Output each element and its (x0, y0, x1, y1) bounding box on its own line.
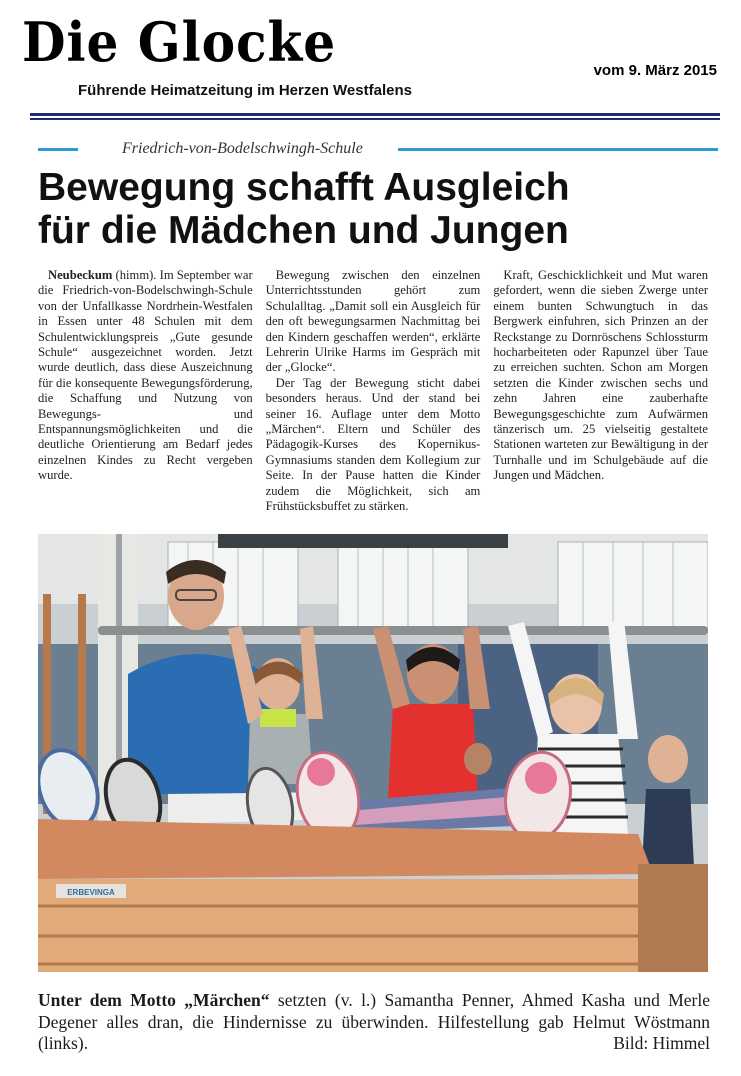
issue-date: vom 9. März 2015 (593, 62, 717, 79)
vaulting-box (38, 879, 638, 972)
kicker-line-left (38, 148, 78, 151)
headline (38, 166, 718, 252)
newspaper-tagline: Führende Heimatzeitung im Herzen Westfalens (78, 82, 412, 99)
article-column-1 (38, 268, 253, 516)
equipment-label: ERBEVINGA (67, 888, 115, 897)
paragraph-1: (himm). Im September war die Friedrich-von-Bodelschwingh-Schule von der Unfallkasse Nordrhein-Westfalen in Essen unter 48 Schulen mit dem Schulentwicklungspreis „Gute gesunde Schule“ ausgezeichnet worden. Jetzt wurde deutlich, dass diese Auszeichnung für die konsequente Bewegungsförderung, die Schaffung und Nutzung von Bewegungs- und Entspannungsmöglichkeiten und die deutliche Orientierung am Bedarf jedes einzelnen Kindes zu Recht vergeben wurde. (38, 268, 253, 483)
boy-shirt (388, 704, 478, 799)
photo-caption (38, 990, 710, 1055)
paragraph-2: Bewegung zwischen den einzelnen Unterrichtsstunden gehört zum Schulalltag. „Damit soll ein Ausgleich für den oft bewegungsarmen Nachmittag bei den Kindern geschaffen werden“, erklärte Lehrerin Ulrike Harms im Gespräch mit der „Glocke“. (265, 268, 481, 375)
article-photo (38, 534, 708, 972)
masthead-rule-thin (30, 118, 720, 120)
caption-lead: Unter dem Motto „Märchen“ (38, 990, 270, 1010)
headline-line-1: Bewegung schafft Ausgleich (38, 166, 570, 209)
photo-credit: Bild: Himmel (613, 1033, 710, 1053)
article-column-2 (266, 268, 481, 516)
dateline: Neubeckum (48, 268, 113, 282)
gym-scene-illustration (38, 534, 708, 972)
paragraph-4: Kraft, Geschicklichkeit und Mut waren gefordert, wenn die sieben Zwerge unter einem bunten Schwungtuch in das Bergwerk einfuhren, sich Prinzen an der Reckstange zu Dornröschens Schlossturm hocharbeiteten oder Rapunzel über Taue zu erreichen suchten. Schon am Morgen setzten die Kinder zwischen sechs und zehn Jahren eine zauberhafte Bewegungsgeschichte zum Aufwärmen tänzerisch um. 25 vielseitig gestaltete Stationen warteten zur Bewältigung in der Turnhalle und im Schulgebäude auf die Jungen und Mädchen. (493, 268, 709, 483)
kicker-text: Friedrich-von-Bodelschwingh-Schule (116, 140, 369, 158)
article-column-3 (493, 268, 708, 516)
newspaper-title: Die Glocke (22, 10, 337, 74)
masthead-logo (22, 12, 482, 72)
masthead-rule (30, 113, 720, 116)
kicker (38, 140, 718, 160)
article-body (38, 268, 708, 516)
headline-line-2: für die Mädchen und Jungen (38, 209, 569, 252)
kicker-line-right (398, 148, 718, 151)
caption-text: setzten (v. l.) Samantha Penner, Ahmed Kasha und Merle Degener alles dran, die Hindernisse zu überwinden. Hilfestellung gab Helmut Wöstmann (links). (38, 990, 710, 1053)
paragraph-3: Der Tag der Bewegung sticht dabei besonders heraus. Und der stand bei seiner 16. Auflage unter dem Motto „Märchen“. Eltern und Schüler des Pädagogik-Kurses des Kopernikus-Gymnasiums standen dem Kollegium zur Seite. In der Pause hatten die Kinder zudem die Möglichkeit, sich am Frühstücksbuffet zu stärken. (265, 375, 481, 514)
